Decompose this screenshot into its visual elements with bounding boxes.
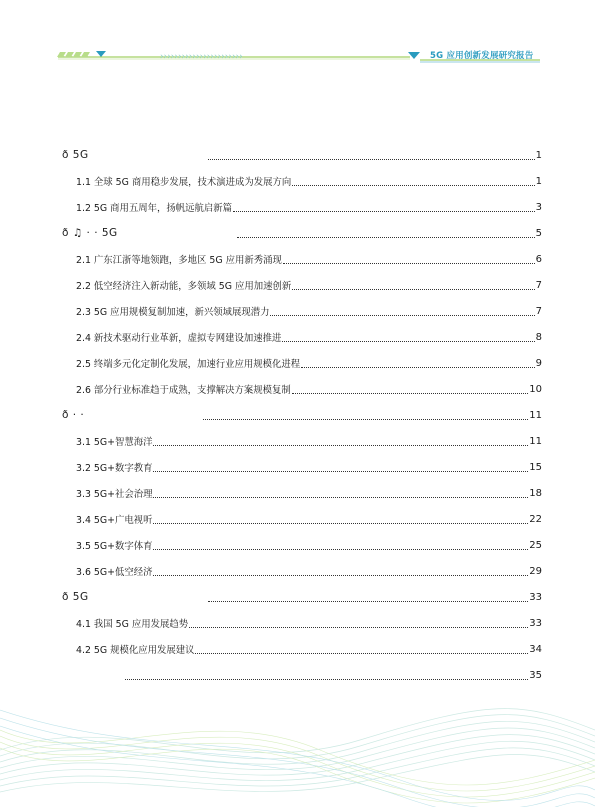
toc-dot-leader [301, 367, 534, 368]
toc-page-number: 10 [529, 383, 542, 395]
toc-dot-leader [208, 601, 529, 602]
toc-section-entry[interactable] [62, 532, 542, 558]
toc-section-entry[interactable] [62, 610, 542, 636]
toc-entry-label: 1.2 5G 商用五周年，扬帆远航启新篇 [76, 203, 232, 214]
toc-entry-label: 2.5 终端多元化定制化发展，加速行业应用规模化进程 [76, 359, 301, 370]
toc-entry-label: 2.4 新技术驱动行业革新，虚拟专网建设加速推进 [76, 333, 282, 344]
toc-entry-label: 2.6 部分行业标准趋于成熟，支撑解决方案规模复制 [76, 385, 291, 396]
toc-dot-leader [153, 445, 528, 446]
toc-page-number: 7 [535, 305, 542, 317]
toc-page-number: 18 [529, 487, 542, 499]
toc-entry-label: 3.3 5G+社会治理 [76, 489, 153, 500]
toc-chapter-entry[interactable] [62, 584, 542, 610]
toc-page-number: 11 [529, 409, 542, 421]
toc-dot-leader [153, 549, 528, 550]
toc-chapter-entry[interactable] [62, 142, 542, 168]
toc-section-entry[interactable] [62, 350, 542, 376]
toc-section-entry[interactable] [62, 480, 542, 506]
toc-section-entry[interactable] [62, 194, 542, 220]
toc-dot-leader [282, 341, 534, 342]
toc-entry-label: 2.3 5G 应用规模复制加速，新兴领域展现潜力 [76, 307, 270, 318]
toc-entry-label: ð ♫ ‧ ‧ 5G [62, 227, 118, 239]
toc-dot-leader [292, 185, 534, 186]
toc-dot-leader [189, 627, 528, 628]
toc-dot-leader [292, 289, 534, 290]
report-title: 5G 应用创新发展研究报告 [430, 51, 534, 61]
toc-dot-leader [237, 237, 535, 238]
toc-page-number: 15 [529, 461, 542, 473]
toc-section-entry[interactable] [62, 636, 542, 662]
toc-dot-leader [195, 653, 528, 654]
toc-page-number: 25 [529, 539, 542, 551]
toc-dot-leader [203, 419, 528, 420]
toc-dot-leader [125, 679, 528, 680]
toc-section-entry[interactable] [62, 246, 542, 272]
toc-dot-leader [270, 315, 534, 316]
toc-dot-leader [153, 497, 528, 498]
toc-section-entry[interactable] [62, 376, 542, 402]
toc-page-number: 8 [535, 331, 542, 343]
toc-dot-leader [292, 393, 528, 394]
toc-dot-leader [153, 471, 528, 472]
toc-section-entry[interactable] [62, 324, 542, 350]
toc-entry-label: 3.5 5G+数字体育 [76, 541, 153, 552]
table-of-contents [62, 142, 542, 688]
toc-chapter-entry[interactable] [62, 220, 542, 246]
footer-wave-decoration [0, 690, 595, 807]
toc-dot-leader [153, 575, 528, 576]
page-header [0, 0, 595, 70]
toc-entry-label: ð ‧ ‧ [62, 409, 85, 421]
toc-section-entry[interactable] [62, 298, 542, 324]
toc-section-entry[interactable] [62, 558, 542, 584]
toc-section-entry[interactable] [62, 272, 542, 298]
toc-page-number: 33 [529, 591, 542, 603]
toc-dot-leader [233, 211, 535, 212]
toc-page-number: 9 [535, 357, 542, 369]
toc-entry-label: 2.1 广东江浙等地领跑，多地区 5G 应用新秀涌现 [76, 255, 282, 266]
toc-entry-label: ð 5G [62, 591, 89, 603]
toc-dot-leader [153, 523, 528, 524]
toc-entry-label: 2.2 低空经济注入新动能，多领域 5G 应用加速创新 [76, 281, 292, 292]
toc-entry-label: 1.1 全球 5G 商用稳步发展，技术演进成为发展方向 [76, 177, 292, 188]
toc-page-number: 35 [529, 669, 542, 681]
toc-entry-label: ð 5G [62, 149, 89, 161]
header-arrows: ››››››››››››››››››››››› [160, 52, 243, 62]
toc-entry-label: 4.1 我国 5G 应用发展趋势 [76, 619, 189, 630]
toc-section-entry[interactable] [62, 168, 542, 194]
toc-page-number: 29 [529, 565, 542, 577]
toc-entry-label: 3.1 5G+智慧海洋 [76, 437, 153, 448]
toc-page-number: 11 [529, 435, 542, 447]
toc-entry-label: 3.6 5G+低空经济 [76, 567, 153, 578]
toc-page-number: 6 [535, 253, 542, 265]
toc-chapter-entry[interactable] [62, 402, 542, 428]
toc-page-number: 22 [529, 513, 542, 525]
toc-page-number: 33 [529, 617, 542, 629]
toc-section-entry[interactable] [62, 454, 542, 480]
toc-dot-leader [283, 263, 535, 264]
toc-entry-label: 3.4 5G+广电视听 [76, 515, 153, 526]
toc-page-number: 3 [535, 201, 542, 213]
toc-chapter-entry[interactable] [62, 662, 542, 688]
toc-entry-label: 4.2 5G 规模化应用发展建议 [76, 645, 195, 656]
toc-page-number: 1 [535, 149, 542, 161]
toc-page-number: 7 [535, 279, 542, 291]
toc-page-number: 5 [535, 227, 542, 239]
toc-section-entry[interactable] [62, 428, 542, 454]
toc-entry-label: 3.2 5G+数字教育 [76, 463, 153, 474]
toc-section-entry[interactable] [62, 506, 542, 532]
toc-dot-leader [208, 159, 535, 160]
toc-page-number: 1 [535, 175, 542, 187]
toc-page-number: 34 [529, 643, 542, 655]
